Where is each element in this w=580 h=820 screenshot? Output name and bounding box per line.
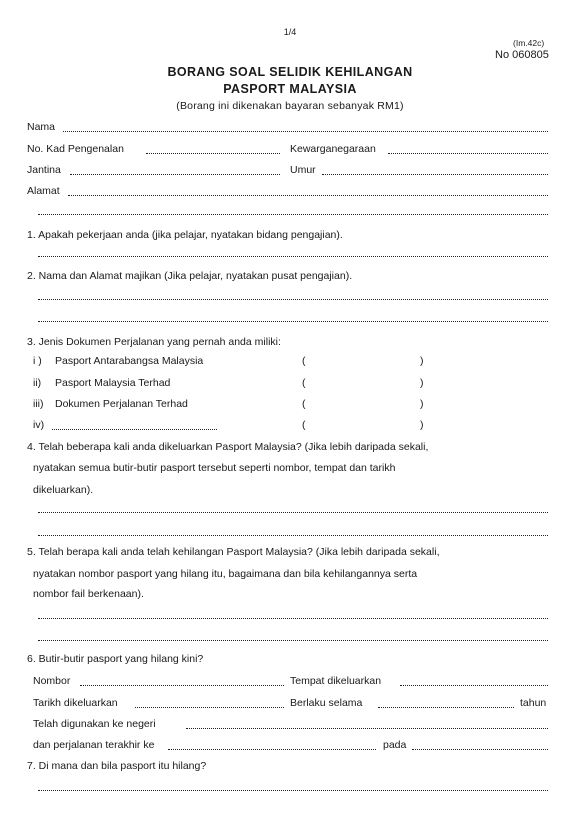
question-7: 7. Di mana dan bila pasport itu hilang? <box>27 760 207 772</box>
nationality-field[interactable] <box>388 153 548 154</box>
q5-answer-line-1[interactable] <box>38 618 548 619</box>
q3-item-2-number: ii) <box>33 377 42 389</box>
tarikh-field[interactable] <box>135 707 284 708</box>
nationality-label: Kewarganegaraan <box>290 143 376 155</box>
negeri-field[interactable] <box>186 728 548 729</box>
q4-answer-line-1[interactable] <box>38 512 548 513</box>
q3-item-1-paren-open: ( <box>302 355 306 367</box>
question-5-line-2: nyatakan nombor pasport yang hilang itu, bagaimana dan bila kehilangannya serta <box>33 568 418 580</box>
berlaku-field[interactable] <box>378 707 514 708</box>
q3-item-4-paren-close: ) <box>420 419 424 431</box>
page-number: 1/4 <box>283 27 297 37</box>
negeri-label: Telah digunakan ke negeri <box>33 718 156 730</box>
q3-item-1-paren-close: ) <box>420 355 424 367</box>
ic-field[interactable] <box>146 153 280 154</box>
address-field-line-2[interactable] <box>38 214 548 215</box>
pada-field[interactable] <box>412 749 548 750</box>
q3-item-4-field[interactable] <box>52 429 217 430</box>
q3-item-4-paren-open: ( <box>302 419 306 431</box>
q2-answer-line-1[interactable] <box>38 299 548 300</box>
form-code: (Im.42c) <box>513 38 545 48</box>
q3-item-3-number: iii) <box>33 398 44 410</box>
q4-answer-line-2[interactable] <box>38 535 548 536</box>
form-title-line-2: PASPORT MALAYSIA <box>223 82 357 96</box>
question-5-line-1: 5. Telah berapa kali anda telah kehilangan Pasport Malaysia? (Jika lebih daripada sekali, <box>27 546 440 558</box>
q3-item-1-number: i ) <box>33 355 42 367</box>
q3-item-2-paren-open: ( <box>302 377 306 389</box>
gender-label: Jantina <box>27 164 61 176</box>
question-6: 6. Butir-butir pasport yang hilang kini? <box>27 653 204 665</box>
question-1: 1. Apakah pekerjaan anda (jika pelajar, nyatakan bidang pengajian). <box>27 229 343 241</box>
q3-item-3-paren-close: ) <box>420 398 424 410</box>
question-4-line-1: 4. Telah beberapa kali anda dikeluarkan Pasport Malaysia? (Jika lebih daripada sekali, <box>27 441 429 453</box>
q7-answer-line[interactable] <box>38 790 548 791</box>
question-4-line-3: dikeluarkan). <box>33 484 94 496</box>
q3-item-1-label: Pasport Antarabangsa Malaysia <box>55 355 204 367</box>
tahun-label: tahun <box>520 697 547 709</box>
question-4-line-2: nyatakan semua butir-butir pasport tersebut seperti nombor, tempat dan tarikh <box>33 462 396 474</box>
q3-item-4-number: iv) <box>33 419 45 431</box>
tempat-label: Tempat dikeluarkan <box>290 675 382 687</box>
form-title-line-1: BORANG SOAL SELIDIK KEHILANGAN <box>167 65 413 79</box>
gender-field[interactable] <box>70 174 280 175</box>
nombor-field[interactable] <box>80 685 284 686</box>
address-label: Alamat <box>27 185 60 197</box>
form-subtitle: (Borang ini dikenakan bayaran sebanyak RM1) <box>176 100 404 112</box>
pada-label: pada <box>383 739 407 751</box>
terakhir-field[interactable] <box>168 749 376 750</box>
nombor-label: Nombor <box>33 675 71 687</box>
address-field-line-1[interactable] <box>68 195 548 196</box>
q3-item-2-label: Pasport Malaysia Terhad <box>55 377 171 389</box>
q5-answer-line-2[interactable] <box>38 640 548 641</box>
q3-item-3-label: Dokumen Perjalanan Terhad <box>55 398 188 410</box>
q3-item-3-paren-open: ( <box>302 398 306 410</box>
q2-answer-line-2[interactable] <box>38 321 548 322</box>
nama-field[interactable] <box>63 131 548 132</box>
tarikh-label: Tarikh dikeluarkan <box>33 697 118 709</box>
question-2: 2. Nama dan Alamat majikan (Jika pelajar, nyatakan pusat pengajian). <box>27 270 353 282</box>
terakhir-label: dan perjalanan terakhir ke <box>33 739 155 751</box>
question-3: 3. Jenis Dokumen Perjalanan yang pernah anda miliki: <box>27 336 281 348</box>
q3-item-2-paren-close: ) <box>420 377 424 389</box>
age-label: Umur <box>290 164 316 176</box>
q1-answer-line[interactable] <box>38 256 548 257</box>
ic-label: No. Kad Pengenalan <box>27 143 124 155</box>
age-field[interactable] <box>322 174 548 175</box>
question-5-line-3: nombor fail berkenaan). <box>33 588 144 600</box>
berlaku-label: Berlaku selama <box>290 697 363 709</box>
tempat-field[interactable] <box>400 685 548 686</box>
nama-label: Nama <box>27 121 56 133</box>
serial-number: No 060805 <box>495 49 549 61</box>
